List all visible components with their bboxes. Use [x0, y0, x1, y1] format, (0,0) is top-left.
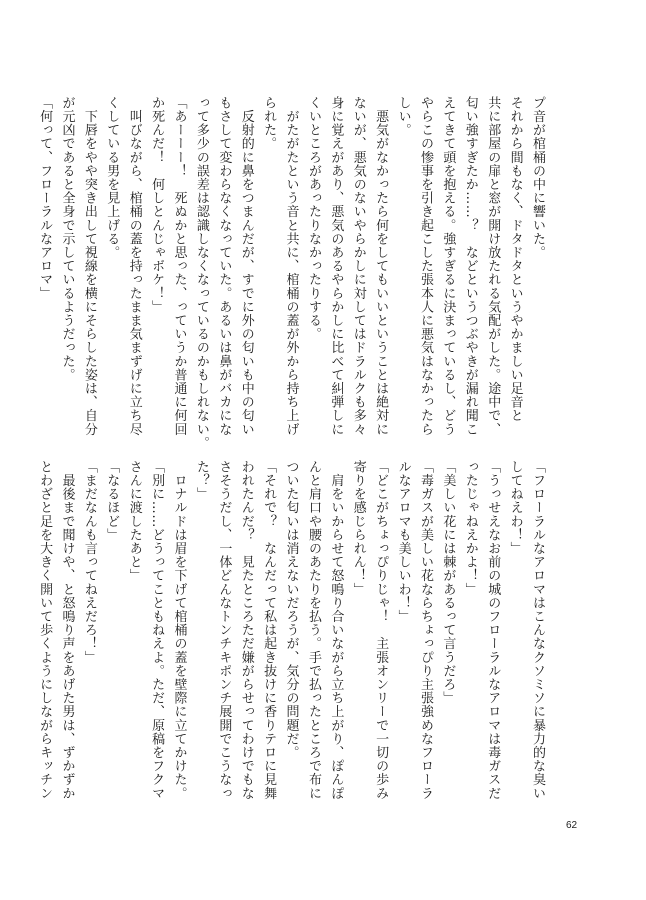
text-line: 「美しい花には棘があるって言うだろ」: [440, 460, 456, 705]
page-number: 62: [566, 820, 578, 831]
text-line: か死んだ！ 何しとんじゃボケ！」: [149, 96, 165, 314]
text-line: ついた匂いは消えないだろうが、気分の問題だ。: [283, 460, 299, 760]
text-line: 共に部屋の扉と窓が開け放たれる気配がした。途中で、: [485, 96, 501, 436]
text-line: くしている男を見上げる。: [104, 96, 120, 260]
text-line: とわざと足を大きく開いて歩くようにしながらキッチン: [37, 460, 53, 800]
text-line: 「別に……どうってこともねえよ。ただ、原稿をフクマ: [149, 460, 165, 800]
text-line: 「まだなんも言ってねえだろ！」: [81, 460, 97, 664]
text-line: さんに渡したあと」: [126, 460, 142, 583]
text-line: 「何って、フローラルなアロマ」: [37, 96, 53, 300]
text-line: ったじゃねえかよ！」: [462, 460, 478, 596]
text-line: ないが、悪気のないやらかしに対してはドラルクも多々: [350, 96, 366, 436]
text-line: しい。: [395, 96, 411, 137]
text-line: 匂い強すぎたか……？ などというつぶやきが漏れ聞こ: [462, 96, 478, 436]
text-line: それから間もなく、ドタドタというやかましい足音と: [507, 96, 523, 423]
text-block-lower: [37, 460, 548, 800]
text-line: 肩をいからせて怒鳴り合いながら立ち上がり、ぽんぽ: [328, 460, 344, 800]
text-block-upper: [37, 96, 548, 450]
text-line: 「あーーー！ 死ぬかと思った、っていうか普通に何回: [171, 96, 187, 436]
text-line: 「うっせえなお前の城のフローラルなアロマは毒ガスだ: [485, 460, 501, 800]
text-line: さそうだし、一体どんなトンチキポンチ展開でこうなっ: [216, 460, 232, 800]
text-line: 悪気がなかったら何をしてもいいということは絶対に: [373, 96, 389, 436]
text-line: 「それで？ なんだって私は起き抜けに香りテロに見舞: [261, 460, 277, 800]
text-line: 最後まで聞けや、と怒鳴り声をあげた男は、ずかずか: [59, 460, 75, 800]
text-line: してねえわ！」: [507, 460, 523, 556]
text-line: 「なるほど」: [104, 460, 120, 542]
text-line: がたがたという音と共に、棺桶の蓋が外から持ち上げ: [283, 96, 299, 436]
text-line: 叫びながら、棺桶の蓋を持ったまま気まずげに立ち尽: [126, 96, 142, 436]
text-line: 反射的に鼻をつまんだが、すでに外の匂いも中の匂い: [238, 96, 254, 436]
text-line: 下唇をやや突き出して視線を横にそらした姿は、自分: [81, 96, 97, 436]
text-line: くいところがあったりなかったりする。: [305, 96, 321, 341]
text-line: ロナルドは眉を下げて棺桶の蓋を壁際に立てかけた。: [171, 460, 187, 800]
text-line: が元凶であると全身で示しているようだった。: [59, 96, 75, 382]
text-line: られた。: [261, 96, 277, 151]
text-line: やらこの惨事を引き起こした張本人に悪気はなかったら: [417, 96, 433, 436]
text-line: 寄りを感じられん！」: [350, 460, 366, 596]
text-line: 「フローラルなアロマはこんなクソミソに暴力的な臭い: [530, 460, 545, 800]
text-line: われたんだ？ 見たところただ嫌がらせってわけでもな: [238, 460, 254, 800]
text-line: って多少の誤差は認識しなくなっているのかもしれない。: [193, 96, 209, 450]
text-line: 身に覚えがあり、悪気のあるやらかしに比べて糾弾しに: [328, 96, 344, 436]
text-line: もさして変わらなくなっていた。あるいは鼻がバカにな: [216, 96, 232, 436]
text-line: んと肩口や腰のあたりを払う。手で払ったところで布に: [305, 460, 321, 800]
text-line: ルなアロマも美しいわ！」: [395, 460, 411, 624]
text-line: プ音が棺桶の中に響いた。: [530, 96, 545, 260]
text-line: えてきて頭を抱える。強すぎるに決まっているし、どう: [440, 96, 456, 436]
text-line: 「毒ガスが美しい花ならちょっぴり主張強めなフローラ: [417, 460, 433, 800]
text-line: 「どこがちょっぴりじゃ！ 主張オンリーで一切の歩み: [373, 460, 389, 800]
text-line: た？」: [193, 460, 209, 501]
